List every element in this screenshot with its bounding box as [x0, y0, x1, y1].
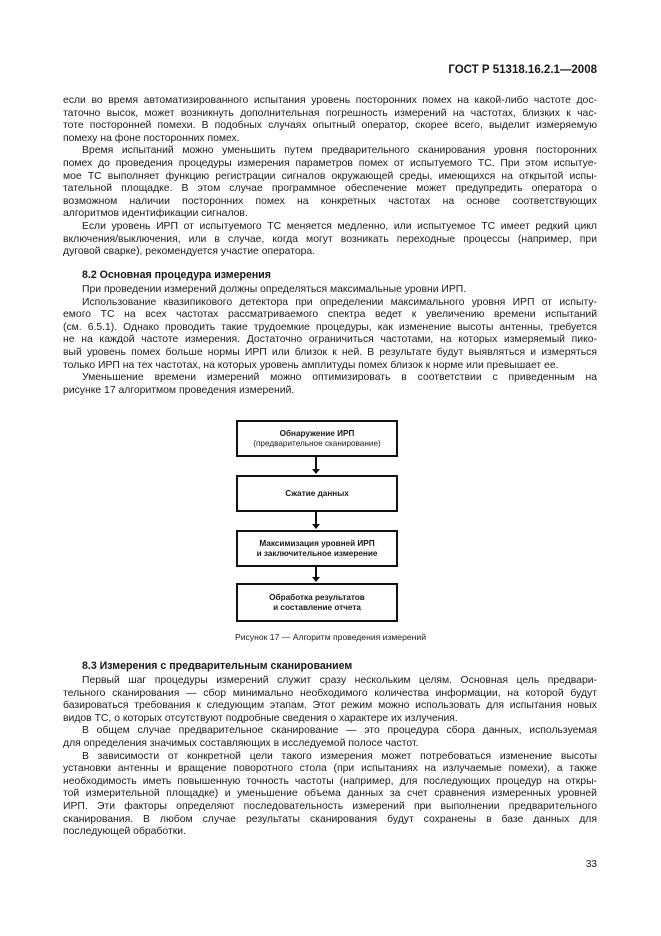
step-title: Максимизация уровней ИРП: [259, 538, 375, 548]
text-line: последующей обработки.: [63, 826, 186, 838]
step-subtitle: и заключительное измерение: [256, 548, 378, 558]
text-line: (см. 6.5.1). Однако проводить такие трудоемкие процедуры, как изменение высоты антенны, требуется: [63, 321, 597, 333]
text-line: возможном наличии посторонних помех на конкретных частотах на основе соответствующих: [63, 195, 597, 207]
text-line: таточно высок, может возникнуть дополнительная погрешность измерений на частотах, близких к час-: [63, 107, 597, 119]
text-line: для определения значимых составляющих в исследуемой полосе частот.: [63, 737, 419, 749]
paragraph: [63, 675, 597, 725]
text-line: вый уровень помех больше нормы ИРП или близок к ней. В результате будут выявляться и измеряться: [63, 346, 597, 358]
paragraph: [63, 95, 597, 145]
text-line: В общем случае предварительное сканирование — это процедура сбора данных, используемая: [82, 725, 597, 737]
paragraph: [63, 284, 597, 297]
document-header: ГОСТ Р 51318.16.2.1—2008: [448, 64, 597, 76]
text-line: Использование квазипикового детектора при определении максимального уровня ИРП от испыту-: [82, 296, 597, 308]
text-line: включения/выключения, или в случае, когда могут возникать переходные процессы (например, при: [63, 233, 597, 245]
flow-step-detection: [236, 420, 398, 457]
step-subtitle: (предварительное сканирование): [253, 438, 381, 448]
arrow-down-icon: [315, 567, 317, 580]
section-8-3: [63, 655, 597, 839]
text-line: рисунке 17 алгоритмом проведения измерений.: [63, 384, 295, 396]
flow-step-compression: [236, 475, 398, 512]
step-title: Обнаружение ИРП: [279, 428, 355, 438]
flow-step-maximization: [236, 530, 398, 567]
step-title: Обработка результатов: [269, 592, 365, 602]
text-line: алгоритмов идентификации сигналов.: [63, 208, 248, 220]
text-line: Время испытаний можно уменьшить путем предварительного сканирования уровня посторонних: [82, 145, 597, 157]
text-line: той измерительной площадке) и уменьшение объема данных за счет сравнения измеренных уровней: [63, 788, 597, 800]
step-subtitle: и составление отчета: [273, 602, 361, 612]
text-line: Уменьшение времени измерений можно оптимизировать в соответствии с приведенным на: [82, 372, 597, 384]
section-heading: 8.2 Основная процедура измерения: [82, 269, 271, 281]
text-line: Если уровень ИРП от испытуемого ТС меняется медленно, или испытуемое ТС имеет редкий цикл: [82, 220, 597, 232]
text-line: емого ТС на всех частотах рассматриваемого спектра ведет к увеличению времени испытаний: [63, 309, 597, 321]
text-line: мое ТС выполняет функцию регистрации сигналов окружающей среды, имеющихся на открытой испы-: [63, 170, 597, 182]
text-line: если во время автоматизированного испытания уровень посторонних помех на какой-либо частоте дос-: [63, 95, 597, 106]
text-line: Первый шаг процедуры измерений служит сразу нескольким целям. Основная цель предвари-: [82, 675, 597, 686]
paragraph: [63, 372, 597, 397]
text-line: помех до проведения процедуры измерения параметров помех от испытуемого ТС. При этом испытуе-: [63, 157, 597, 169]
text-line: тельного сканирования — сбор минимально необходимого количества информации, на которой будут: [63, 687, 597, 699]
text-line: дуговой сварке), рекомендуется участие оператора.: [63, 246, 316, 258]
paragraph: [63, 751, 597, 839]
intro-text: [63, 95, 597, 259]
arrow-down-icon: [315, 457, 317, 472]
text-line: сканирования. В любом случае результаты сканирования будут сохранены в базе данных для: [63, 813, 597, 825]
text-line: установки антенны и вращение поворотного стола (при испытаниях на излучаемые помехи), а также: [63, 763, 597, 775]
text-line: ИРП. Эти факторы определяют последовательность измерений при выполнении предварительного: [63, 800, 597, 812]
text-line: только ИРП на тех частотах, на которых уровень амплитуды помех близок к норме или превышает ее.: [63, 359, 559, 371]
text-line: В зависимости от конкретной цели такого измерения может потребоваться изменение высоты: [82, 750, 597, 762]
page-number: 33: [585, 859, 597, 870]
step-title: Сжатие данных: [285, 488, 349, 498]
paragraph: [63, 725, 597, 750]
section-heading: 8.3 Измерения с предварительным сканированием: [82, 660, 353, 672]
text-line: помеху на фоне посторонних помех.: [63, 132, 240, 144]
paragraph: [63, 221, 597, 259]
text-line: При проведении измерений должны определяться максимальные уровни ИРП.: [82, 284, 467, 295]
paragraph: [63, 145, 597, 221]
arrow-down-icon: [315, 512, 317, 527]
paragraph: [63, 297, 597, 373]
text-line: необходимость иметь повышенную точность частоты (например, для последующих процедур на откры-: [63, 775, 597, 787]
text-line: тательной площадке. В этом случае программное обеспечение может предупредить оператора о: [63, 183, 597, 195]
figure-caption: Рисунок 17 — Алгоритм проведения измерений: [235, 632, 426, 642]
text-line: базироваться требования к следующим этапам. Этот режим можно использовать для испытания новых: [63, 700, 597, 712]
section-8-2: [63, 264, 597, 397]
text-line: не на каждой частоте измерения. Достаточно ограничиться частотами, на которых измеряемый пико-: [63, 334, 597, 346]
flow-step-processing: [236, 583, 398, 622]
text-line: видов ТС, о которых отсутствуют подробные сведения о характере их излучения.: [63, 712, 458, 724]
text-line: тоте посторонней помехи. В подобных случаях опытный оператор, скорее всего, выделит измеряемую: [63, 120, 597, 132]
